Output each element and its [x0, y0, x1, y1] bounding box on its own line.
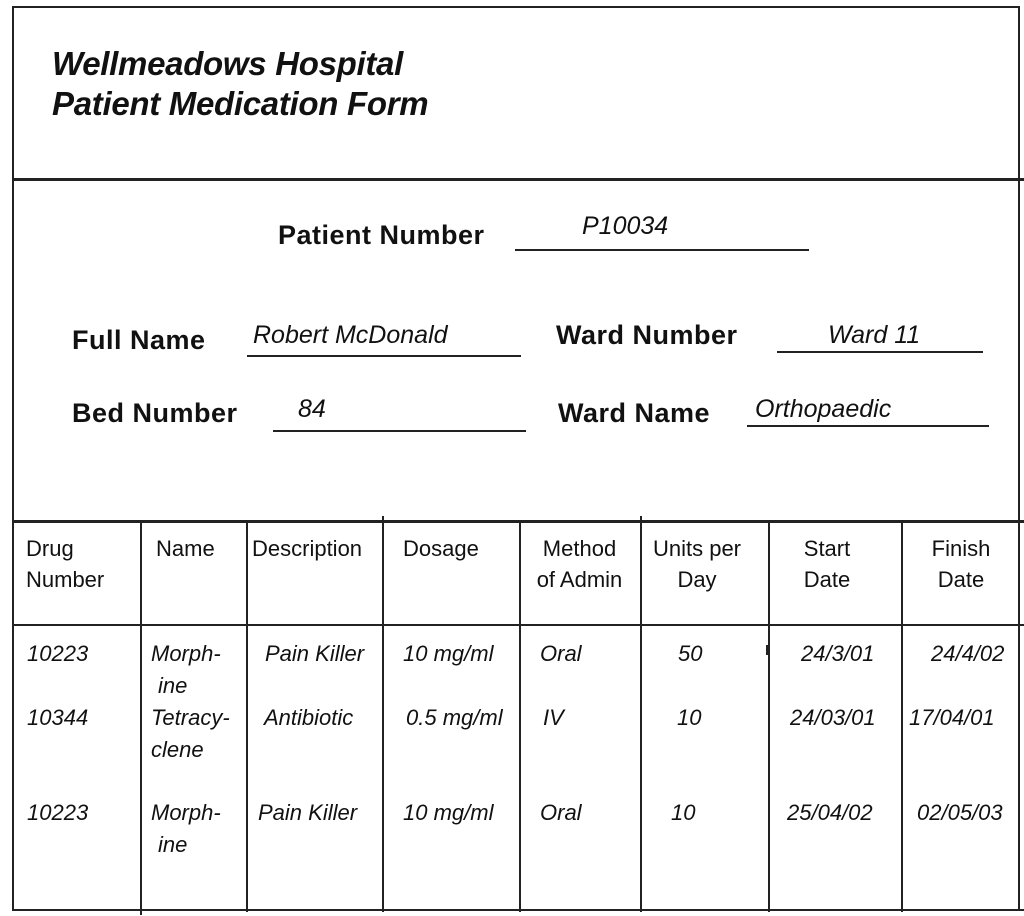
medication-form	[12, 6, 1020, 910]
full-name-label: Full Name	[72, 325, 206, 355]
description-cell: Antibiotic	[264, 705, 354, 730]
header-units-per-day: Units per Day	[652, 536, 742, 592]
method-cell: IV	[543, 705, 564, 730]
description-cell: Pain Killer	[265, 641, 365, 666]
units-cell: 10	[677, 705, 702, 730]
drug-name-cell: Morph-	[151, 800, 221, 825]
drug-name-cell-cont: ine	[158, 673, 188, 698]
ward-name-label: Ward Name	[558, 398, 711, 428]
header-row-divider	[12, 624, 1024, 626]
bed-number-value: 84	[298, 395, 326, 423]
header-drug-number: Drug Number	[26, 536, 105, 592]
ward-name-underline	[747, 425, 989, 427]
drug-number-cell: 10223	[27, 800, 89, 825]
column-divider	[382, 516, 384, 912]
hospital-name: Wellmeadows Hospital	[52, 45, 403, 82]
start-date-cell: 24/03/01	[790, 705, 876, 730]
patient-number-label: Patient Number	[278, 220, 485, 250]
dosage-cell: 10 mg/ml	[403, 641, 494, 666]
ward-name-value: Orthopaedic	[755, 395, 892, 423]
full-name-value: Robert McDonald	[253, 321, 448, 349]
ward-number-label: Ward Number	[556, 320, 738, 350]
drug-name-cell: Tetracy-	[151, 705, 230, 730]
drug-number-cell: 10223	[27, 641, 89, 666]
description-cell: Pain Killer	[258, 800, 358, 825]
form-bottom-border	[12, 909, 1024, 911]
start-date-cell: 24/3/01	[801, 641, 875, 666]
drug-name-cell: Morph-	[151, 641, 221, 666]
patient-number-value: P10034	[582, 212, 669, 240]
details-divider	[12, 520, 1024, 523]
header-start-date: Start Date	[803, 536, 851, 592]
column-divider	[140, 521, 142, 915]
drug-name-cell-cont: ine	[158, 832, 188, 857]
method-cell: Oral	[540, 800, 582, 825]
patient-number-underline	[515, 249, 809, 251]
finish-date-cell: 02/05/03	[917, 800, 1003, 825]
finish-date-cell: 24/4/02	[931, 641, 1005, 666]
drug-number-cell: 10344	[27, 705, 89, 730]
bed-number-underline	[273, 430, 526, 432]
dosage-cell: 10 mg/ml	[403, 800, 494, 825]
header-method-of-admin: Method of Admin	[536, 536, 623, 592]
units-cell: 50	[678, 641, 703, 666]
form-title: Patient Medication Form	[52, 85, 429, 122]
title-divider	[12, 178, 1024, 181]
tick-mark	[766, 645, 768, 655]
full-name-underline	[247, 355, 521, 357]
bed-number-label: Bed Number	[72, 398, 238, 428]
header-dosage: Dosage	[403, 536, 479, 561]
units-cell: 10	[671, 800, 696, 825]
header-description: Description	[252, 536, 363, 561]
start-date-cell: 25/04/02	[787, 800, 873, 825]
header-finish-date: Finish Date	[931, 536, 991, 592]
ward-number-value: Ward 11	[828, 321, 921, 349]
drug-name-cell-cont: clene	[151, 737, 204, 762]
finish-date-cell: 17/04/01	[909, 705, 995, 730]
dosage-cell: 0.5 mg/ml	[406, 705, 503, 730]
ward-number-underline	[777, 351, 983, 353]
method-cell: Oral	[540, 641, 582, 666]
column-divider	[246, 521, 248, 912]
header-name: Name	[156, 536, 215, 561]
